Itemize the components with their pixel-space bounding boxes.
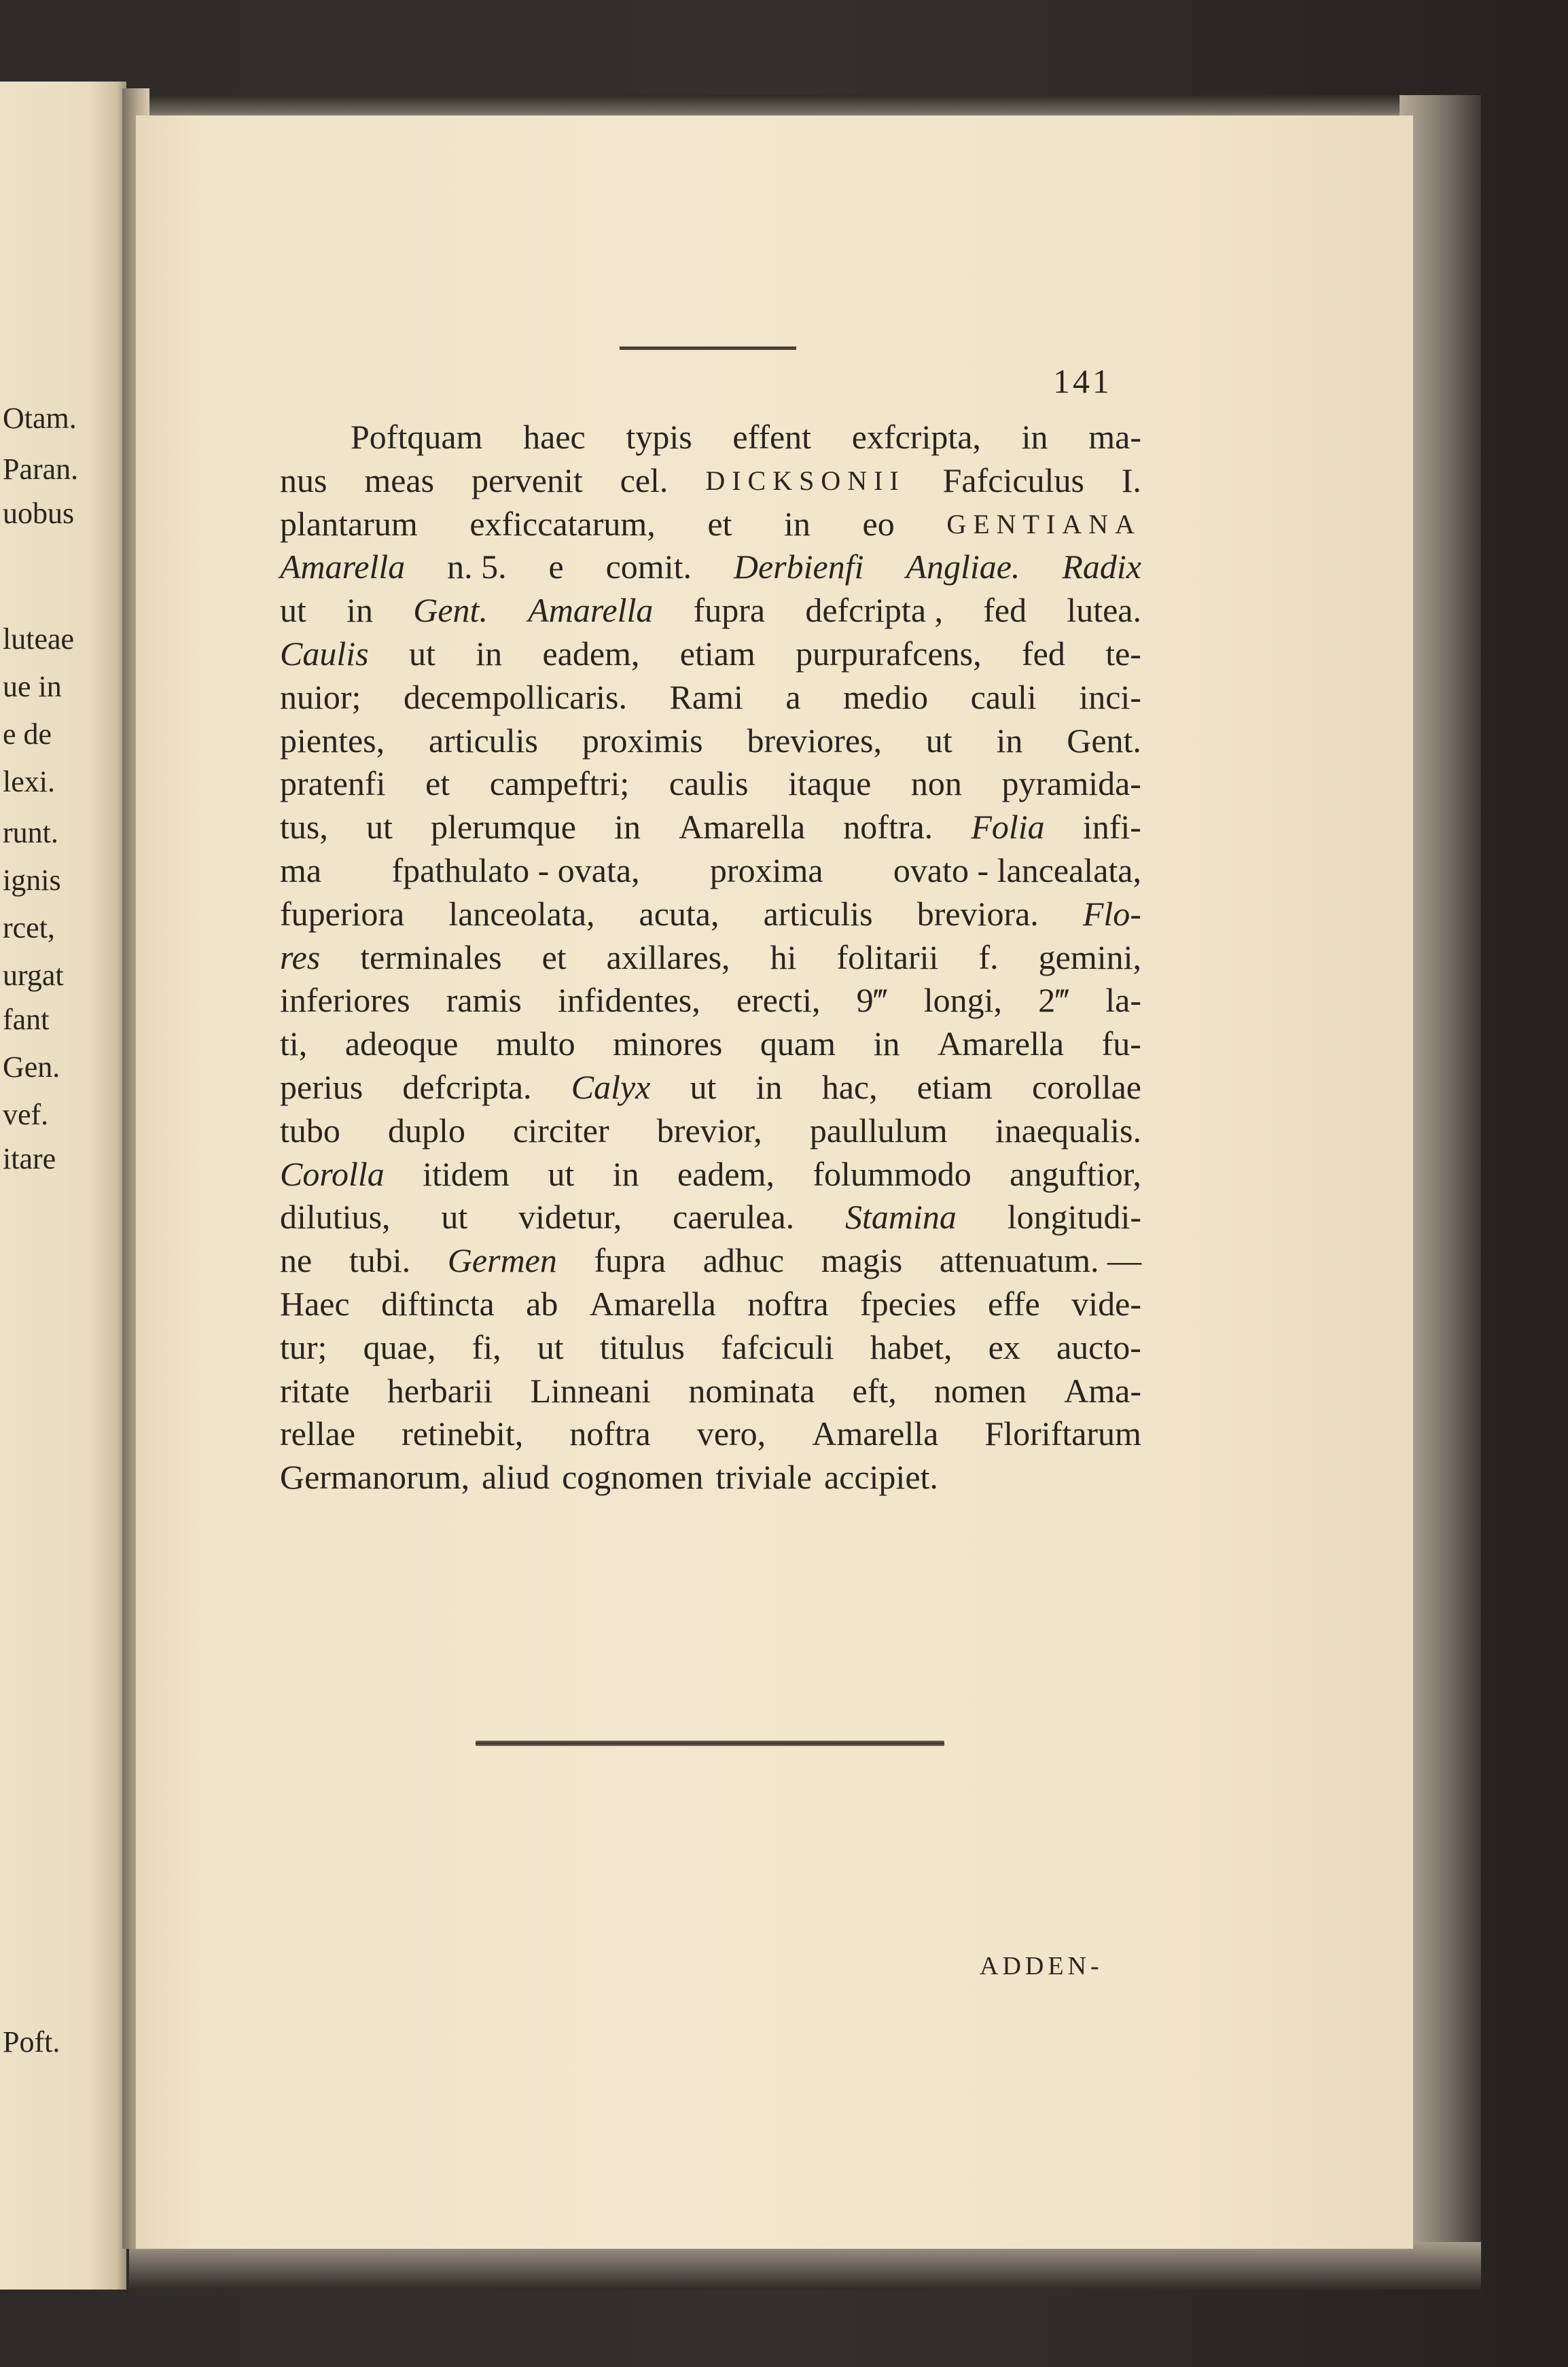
word: Derbienfi [733,548,864,586]
word: Haec [280,1284,350,1323]
word: eo [862,504,895,543]
word: fu- [1101,1025,1141,1063]
prev-page-line: urgat [3,959,64,992]
word: ut [366,808,393,847]
word: eadem, [677,1154,774,1193]
word: cognomen [562,1458,704,1497]
word: folummodo [813,1154,972,1193]
word: inferiores [280,981,410,1020]
word: tur; [280,1328,327,1366]
word: diftincta [381,1284,495,1323]
word: Ama- [1064,1371,1141,1410]
prev-page-line: runt. [3,816,58,849]
word: itaque [788,764,872,803]
word: exficcatarum, [469,504,656,543]
word: articulis [763,894,873,933]
word: rellae [280,1414,356,1453]
word: Germanorum, [280,1458,470,1497]
text-line [280,459,1141,503]
word: anguftior, [1010,1154,1141,1193]
word: noftra [569,1414,651,1453]
word: non [910,764,962,803]
text-line [280,719,1141,763]
text-line [280,1196,1141,1239]
word: fupra [594,1241,666,1280]
word: decempollicaris. [403,677,627,716]
word: in [614,808,641,847]
prev-page-line: ue in [3,670,62,703]
word: etiam [679,634,755,673]
word: Poftquam [351,418,483,456]
word: Calyx [571,1067,651,1106]
word: Amarella [280,548,406,586]
word: plantarum [280,504,418,543]
word: ovato - lancealata, [893,851,1141,889]
word: Flo- [1082,894,1141,933]
word: brevior, [656,1111,762,1150]
word: ut [548,1154,575,1193]
word: e [548,548,564,586]
word: titulus [599,1328,685,1366]
word: pervenit [471,461,583,499]
word: tubo [280,1111,340,1150]
word: aliud [482,1458,550,1497]
word: meas [364,461,435,499]
word: breviores, [747,721,882,760]
word: in [755,1067,783,1106]
word: accipiet. [823,1458,938,1497]
word: et [541,938,567,976]
prev-page-line: vef. [3,1098,49,1131]
text-line [280,893,1141,936]
word: ritate [280,1371,350,1410]
text-line [280,1456,1141,1499]
word: duplo [388,1111,465,1150]
prev-page-line: rcet, [3,911,55,944]
word: herbarii [387,1371,493,1410]
word: Caulis [280,634,369,673]
word: in [612,1154,639,1193]
previous-page [0,82,126,2290]
word: comit. [605,548,692,586]
prev-page-line: e de [3,717,52,751]
top-rule [620,346,796,350]
word: a [785,677,801,716]
word: n. 5. [447,548,507,586]
text-line [280,589,1141,633]
text-line [280,1239,1141,1283]
word: 2‴ [1038,981,1070,1020]
prev-page-line: Paran. [3,452,79,486]
word: la- [1105,981,1141,1020]
word: tubi. [349,1241,411,1280]
word: adhuc [702,1241,785,1280]
word: pyramida- [1001,764,1141,803]
word: GENTIANA [946,508,1141,539]
word: erecti, [736,981,821,1020]
word: itidem [423,1154,510,1193]
word: gemini, [1038,938,1141,976]
word: fuperiora [280,894,405,933]
text-line [280,416,1141,459]
word: hi [770,938,797,976]
word: noftra [747,1284,829,1323]
word: vide- [1071,1284,1141,1323]
prev-page-line: uobus [3,497,75,530]
text-line [280,1412,1141,1456]
word: ma- [1088,418,1141,456]
word: fpecies [860,1284,957,1323]
word: et [425,764,450,803]
text-line [280,762,1141,806]
word: retinebit, [402,1414,524,1453]
word: attenuatum. — [939,1241,1141,1280]
prev-page-line: luteae [3,622,75,656]
text-line [280,503,1141,546]
word: ut [690,1067,717,1106]
word: exfcripta, [851,418,981,456]
word: nuior; [280,677,361,716]
word: paullulum [809,1111,948,1150]
word: quam [760,1025,836,1063]
text-line [280,1109,1141,1153]
word: haec [523,418,586,456]
word: nominata [688,1371,815,1410]
text-line [280,1326,1141,1370]
word: typis [626,418,692,456]
text-line [280,1153,1141,1196]
word: minores [613,1025,723,1063]
word: magis [821,1241,903,1280]
word: DICKSONII [705,465,906,496]
word: longitudi- [1007,1198,1141,1236]
word: circiter [513,1111,609,1150]
word: ut [537,1328,564,1366]
word: Angliae. [906,548,1020,586]
word: dilutius, [280,1198,391,1236]
word: ut [925,721,952,760]
book-cover-bottom-edge [129,2242,1481,2290]
word: defcripta , [805,591,944,630]
text-line [280,546,1141,589]
word: fafciculi [721,1328,834,1366]
page-number: 141 [1053,362,1112,400]
word: Folia [971,808,1045,847]
word: ramis [446,981,522,1020]
word: Amarella [938,1025,1065,1063]
word: fi, [471,1328,501,1366]
prev-page-line: itare [3,1142,56,1175]
prev-page-line: Otam. [3,402,77,435]
prev-page-line: Gen. [3,1050,60,1084]
text-line [280,633,1141,676]
word: Amarella [589,1284,716,1323]
word: inci- [1079,677,1141,716]
word: in [1021,418,1048,456]
word: plerumque [431,808,576,847]
word: lutea. [1067,591,1141,630]
word: ut [441,1198,468,1236]
word: fupra [693,591,766,630]
word: Gent. [413,591,488,630]
word: pientes, [280,721,385,760]
word: longi, [923,981,1002,1020]
word: quae, [363,1328,436,1366]
word: proxima [709,851,823,889]
word: Floriftarum [984,1414,1141,1453]
word: 9‴ [856,981,888,1020]
word: noftra. [843,808,933,847]
word: ab [526,1284,558,1323]
prev-page-line: ignis [3,864,61,897]
word: hac, [821,1067,878,1106]
word: aucto- [1056,1328,1141,1366]
text-line [280,979,1141,1022]
word: videtur, [518,1198,622,1236]
word: axillares, [606,938,730,976]
word: nomen [933,1371,1027,1410]
word: te- [1105,634,1141,673]
word: cauli [970,677,1037,716]
word: in [784,504,810,543]
word: articulis [428,721,539,760]
text-line [280,1066,1141,1109]
word: caerulea. [673,1198,795,1236]
word: res [280,938,321,976]
word: etiam [916,1067,993,1106]
bottom-rule [476,1741,944,1746]
word: terminales [360,938,502,976]
word: effe [988,1284,1040,1323]
word: Germen [447,1241,557,1280]
word: campeftri; [489,764,630,803]
word: infi- [1082,808,1141,847]
word: pratenfi [280,764,386,803]
word: lanceolata, [448,894,595,933]
word: Radix [1062,548,1141,586]
text-line [280,806,1141,849]
word: fed [983,591,1027,630]
word: Stamina [845,1198,957,1236]
prev-page-line: fant [3,1003,50,1036]
word: medio [843,677,929,716]
word: acuta, [639,894,719,933]
word: Amarella [679,808,806,847]
word: corollae [1031,1067,1141,1106]
word: cel. [620,461,669,499]
word: caulis [669,764,749,803]
text-line [280,1283,1141,1326]
word: multo [496,1025,575,1063]
body-text [280,416,1141,1499]
word: tus, [280,808,328,847]
text-line [280,936,1141,980]
word: Linneani [530,1371,652,1410]
word: infidentes, [558,981,700,1020]
catchword: ADDEN- [980,1952,1103,1980]
word: ut [280,591,306,630]
word: eft, [852,1371,897,1410]
word: f. [978,938,999,976]
text-line [280,1370,1141,1413]
word: fpathulato - ovata, [391,851,640,889]
word: habet, [870,1328,952,1366]
word: purpurafcens, [796,634,982,673]
word: ut [408,634,435,673]
word: adeoque [344,1025,459,1063]
word: ne [280,1241,313,1280]
word: et [707,504,732,543]
prev-page-line: Poft. [3,2025,60,2059]
word: eadem, [542,634,640,673]
word: ti, [280,1025,308,1063]
word: triviale [715,1458,812,1497]
word: in [476,634,503,673]
word: in [996,721,1023,760]
text-line [280,1022,1141,1066]
word: fed [1022,634,1065,673]
word: in [346,591,374,630]
word: Amarella [528,591,654,630]
word: Corolla [280,1154,385,1193]
word: Fafciculus [942,461,1084,499]
word: perius [280,1067,363,1106]
word: proximis [582,721,703,760]
word: effent [732,418,812,456]
word: Amarella [812,1414,939,1453]
prev-page-line: lexi. [3,765,55,798]
word: ma [280,851,322,889]
text-line [280,849,1141,893]
word: Gent. [1067,721,1141,760]
word: nus [280,461,327,499]
word: inaequalis. [995,1111,1141,1150]
word: defcripta. [402,1067,532,1106]
text-line [280,676,1141,719]
word: I. [1121,461,1141,499]
word: folitarii [836,938,939,976]
word: vero, [696,1414,766,1453]
word: breviora. [916,894,1039,933]
word: in [873,1025,900,1063]
word: Rami [669,677,743,716]
word: ex [988,1328,1020,1366]
